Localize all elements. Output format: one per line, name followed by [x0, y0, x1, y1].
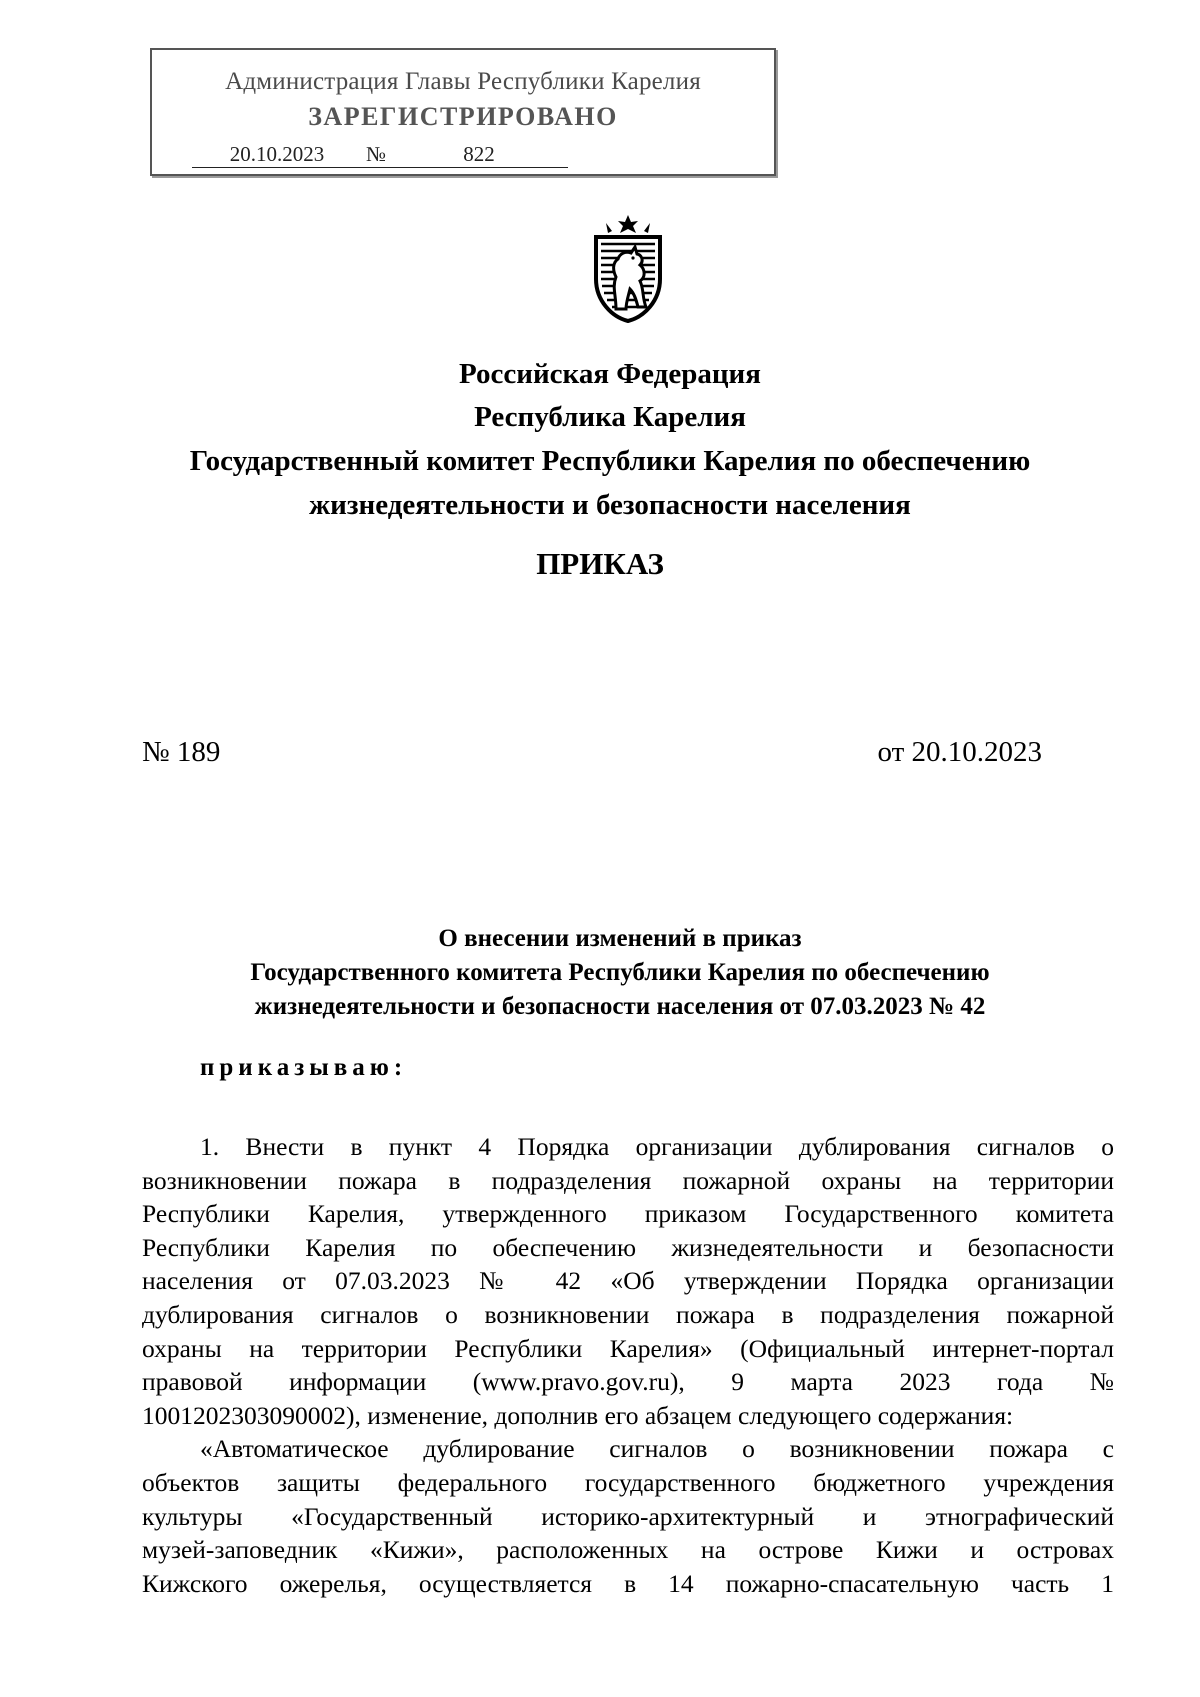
- stamp-registration-line: [192, 142, 568, 168]
- stamp-status: ЗАРЕГИСТРИРОВАНО: [308, 102, 618, 131]
- order-number: № 189: [142, 736, 221, 768]
- body-line: музей-заповедник «Кижи», расположенных на острове Кижи и островах: [142, 1535, 1114, 1565]
- decree-word: приказываю:: [200, 1054, 408, 1081]
- stamp-date: 20.10.2023: [192, 142, 362, 168]
- body-line: 1001202303090002), изменение, дополнив его абзацем следующего содержания:: [142, 1400, 1014, 1430]
- body-line: культуры «Государственный историко-архитектурный и этнографический: [142, 1501, 1114, 1531]
- stamp-number: 822: [390, 142, 568, 168]
- header-committee-cont: жизнедеятельности и безопасности населения: [309, 489, 911, 521]
- body-line: возникновении пожара в подразделения пожарной охраны на территории: [142, 1165, 1114, 1195]
- body-text: [142, 1130, 1114, 1600]
- subject-line: О внесении изменений в приказ: [438, 925, 802, 952]
- body-line: объектов защиты федерального государственного бюджетного учреждения: [142, 1467, 1114, 1497]
- stamp-organization: Администрация Главы Республики Карелия: [225, 68, 701, 95]
- body-line: Республики Карелия, утвержденного приказом Государственного комитета: [142, 1199, 1114, 1229]
- coat-of-arms-icon: [582, 213, 674, 325]
- body-line: дублирования сигналов о возникновении пожара в подразделения пожарной: [142, 1299, 1114, 1329]
- document-type: ПРИКАЗ: [536, 546, 664, 581]
- stamp-num-sign: №: [362, 142, 390, 168]
- registration-stamp: [150, 48, 776, 176]
- body-line: охраны на территории Республики Карелия» (Официальный интернет-портал: [142, 1333, 1114, 1363]
- body-line: Республики Карелия по обеспечению жизнедеятельности и безопасности: [142, 1232, 1114, 1262]
- header-republic: Республика Карелия: [474, 401, 746, 433]
- body-line: «Автоматическое дублирование сигналов о возникновении пожара с: [200, 1434, 1114, 1464]
- header-committee: Государственный комитет Республики Карелия по обеспечению: [189, 445, 1031, 477]
- body-line: 1. Внести в пункт 4 Порядка организации дублирования сигналов о: [200, 1132, 1114, 1161]
- body-line: правовой информации (www.pravo.gov.ru), 9 марта 2023 года №: [142, 1367, 1114, 1397]
- header-country: Российская Федерация: [459, 358, 761, 390]
- body-line: населения от 07.03.2023 № 42 «Об утверждении Порядка организации: [142, 1266, 1114, 1296]
- subject-line: жизнедеятельности и безопасности населения от 07.03.2023 № 42: [254, 993, 986, 1020]
- subject-line: Государственного комитета Республики Карелия по обеспечению: [250, 959, 990, 986]
- body-line: Кижского ожерелья, осуществляется в 14 пожарно-спасательную часть 1: [142, 1568, 1114, 1598]
- order-date: от 20.10.2023: [877, 736, 1042, 768]
